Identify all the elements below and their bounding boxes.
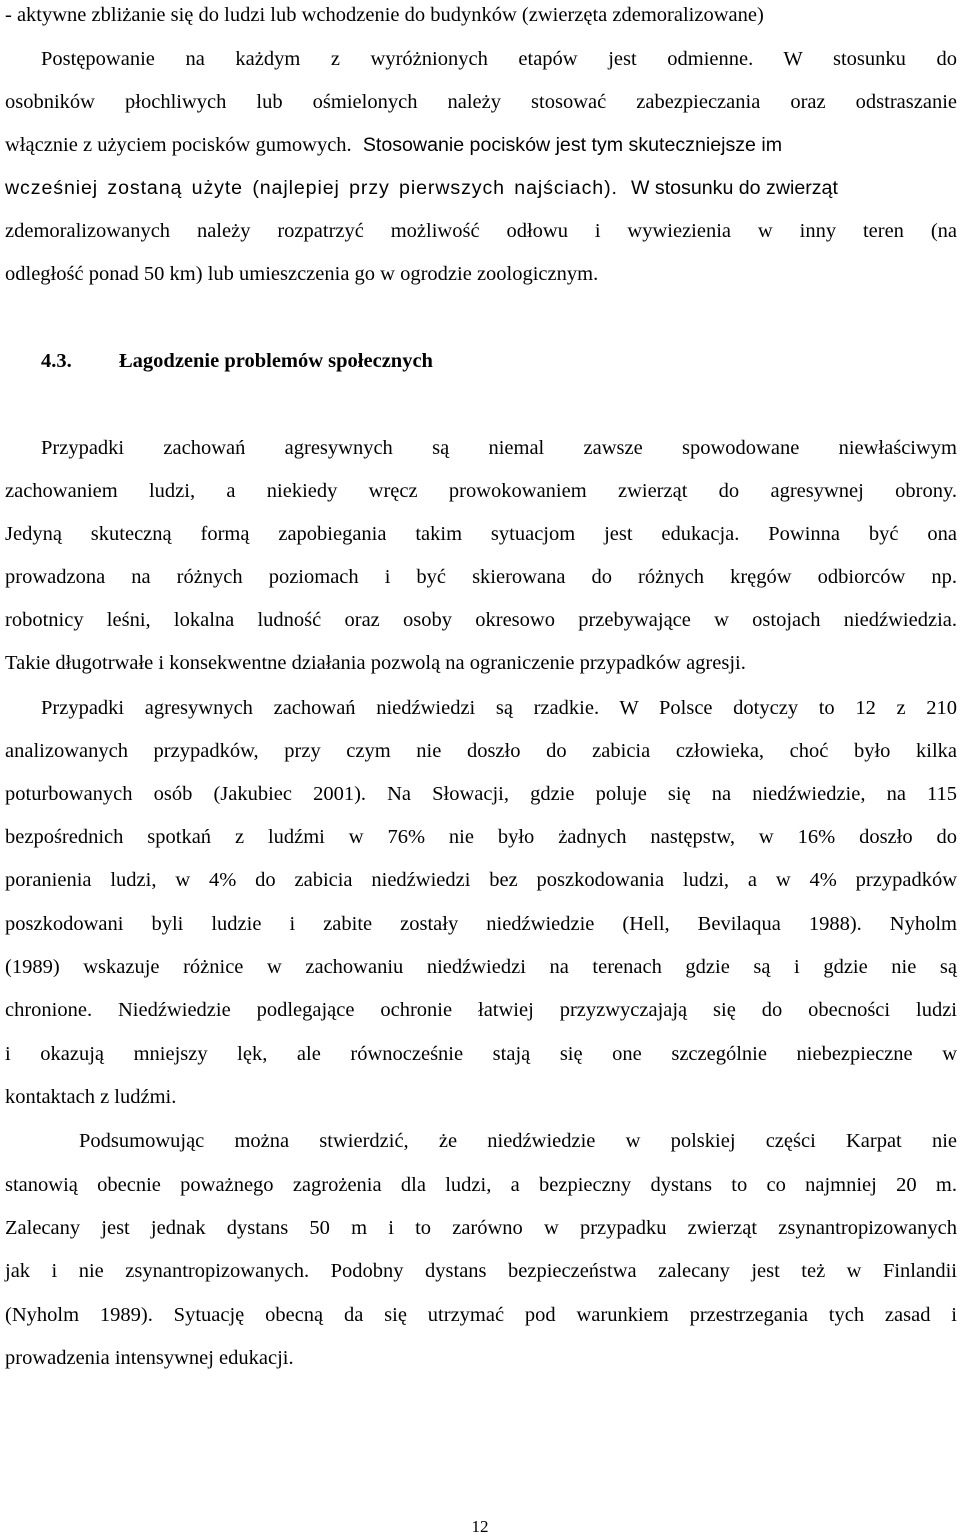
text-span: włącznie z użyciem pocisków gumowych. [5,134,352,156]
text-line: (Nyholm 1989). Sytuację obecną da się utrzymać pod warunkiem przestrzegania tych zasad i [5,1304,957,1326]
text-line: odległość ponad 50 km) lub umieszczenia go w ogrodzie zoologicznym. [5,263,599,285]
text-line: zachowaniem ludzi, a niekiedy wręcz prowokowaniem zwierząt do agresywnej obrony. [5,480,957,502]
text-line [5,175,838,201]
page-number: 12 [471,1517,489,1536]
text-line: poszkodowani byli ludzie i zabite zostały niedźwiedzie (Hell, Bevilaqua 1988). Nyholm [5,913,957,935]
text-line: stanowią obecnie poważnego zagrożenia dla ludzi, a bezpieczny dystans to co najmniej 20 m. [5,1174,957,1196]
text-line: - aktywne zbliżanie się do ludzi lub wchodzenie do budynków (zwierzęta zdemoralizowane) [5,4,764,26]
text-line: i okazują mniejszy lęk, ale równocześnie stają się one szczególnie niebezpieczne w [5,1043,957,1065]
text-line: analizowanych przypadków, przy czym nie doszło do zabicia człowieka, choć było kilka [5,740,957,762]
text-line: zdemoralizowanych należy rozpatrzyć możliwość odłowu i wywiezienia w inny teren (na [5,220,957,242]
text-line: chronione. Niedźwiedzie podlegające ochronie łatwiej przyzwyczajają się do obecności ludzi [5,999,957,1021]
text-line: osobników płochliwych lub ośmielonych należy stosować zabezpieczania oraz odstraszanie [5,91,957,113]
text-line: kontaktach z ludźmi. [5,1086,177,1108]
text-line: Takie długotrwałe i konsekwentne działania pozwolą na ograniczenie przypadków agresji. [5,652,746,674]
text-line: poranienia ludzi, w 4% do zabicia niedźwiedzi bez poszkodowania ludzi, a w 4% przypadków [5,869,957,891]
text-line: Przypadki agresywnych zachowań niedźwiedzi są rzadkie. W Polsce dotyczy to 12 z 210 [41,697,957,719]
text-line: Podsumowując można stwierdzić, że niedźwiedzie w polskiej części Karpat nie [79,1130,957,1152]
text-span: Stosowanie pocisków jest tym skuteczniejsze im [362,134,783,156]
text-line: Jedyną skuteczną formą zapobiegania takim sytuacjom jest edukacja. Powinna być ona [5,523,957,545]
text-line: poturbowanych osób (Jakubiec 2001). Na Słowacji, gdzie poluje się na niedźwiedzie, na 115 [5,783,957,805]
text-span: W stosunku do zwierząt [630,177,838,199]
text-line: Przypadki zachowań agresywnych są niemal zawsze spowodowane niewłaściwym [41,437,957,459]
text-line: prowadzona na różnych poziomach i być skierowana do różnych kręgów odbiorców np. [5,566,957,588]
text-span: wcześniej zostaną użyte (najlepiej przy pierwszych najściach). [5,177,618,199]
text-line: bezpośrednich spotkań z ludźmi w 76% nie było żadnych następstw, w 16% doszło do [5,826,957,848]
section-heading [41,348,433,374]
text-line: Postępowanie na każdym z wyróżnionych etapów jest odmienne. W stosunku do [41,48,957,70]
text-line: prowadzenia intensywnej edukacji. [5,1347,294,1369]
text-line: (1989) wskazuje różnice w zachowaniu niedźwiedzi na terenach gdzie są i gdzie nie są [5,956,957,978]
text-line: jak i nie zsynantropizowanych. Podobny dystans bezpieczeństwa zalecany jest też w Finlandii [5,1260,957,1282]
text-line: Zalecany jest jednak dystans 50 m i to zarówno w przypadku zwierząt zsynantropizowanych [5,1217,957,1239]
section-title: Łagodzenie problemów społecznych [119,350,433,372]
text-line [5,132,782,158]
text-line: robotnicy leśni, lokalna ludność oraz osoby okresowo przebywające w ostojach niedźwiedzia. [5,609,957,631]
section-number: 4.3. [41,350,72,372]
